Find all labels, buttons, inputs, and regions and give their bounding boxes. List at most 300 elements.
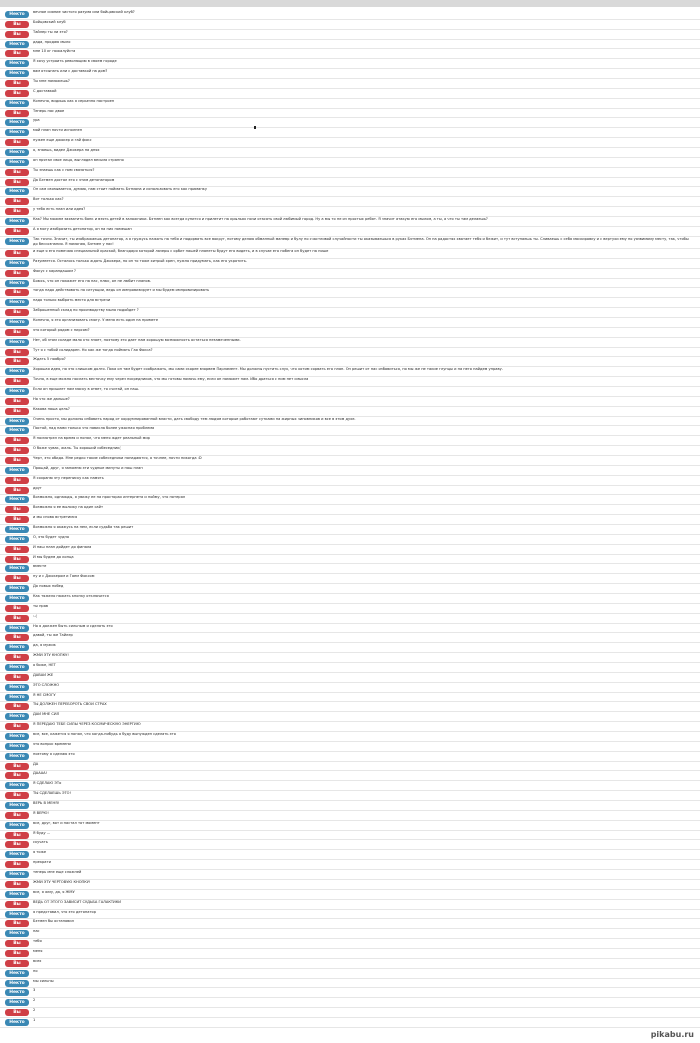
message-text: теперь мне еще сложней	[33, 870, 82, 875]
sender-badge-stranger: Некто	[5, 319, 29, 326]
message-row	[0, 732, 700, 742]
sender-badge-you: Вы	[5, 960, 29, 967]
message-text: прекрати	[33, 860, 51, 865]
message-row	[0, 564, 700, 574]
message-row	[0, 811, 700, 821]
message-text: и мы снова встретимся	[33, 515, 78, 520]
sender-badge-stranger: Некто	[5, 851, 29, 858]
message-row	[0, 831, 700, 841]
message-row	[0, 237, 700, 249]
message-row	[0, 40, 700, 50]
message-text: мне 10 кг пожалуйста	[33, 49, 76, 54]
message-text: А я могу изобразить детонатор, он на них помешан	[33, 226, 132, 231]
sender-badge-you: Вы	[5, 408, 29, 415]
message-row	[0, 227, 700, 237]
message-text: о боже, НЕТ	[33, 663, 56, 668]
message-text: это который рядом с пирсом?	[33, 327, 90, 332]
sender-badge-stranger: Некто	[5, 743, 29, 750]
message-text: О боже чувак, жаль. Ты хороший собеседник(	[33, 446, 121, 451]
sender-badge-stranger: Некто	[5, 149, 29, 156]
message-text: меня	[33, 948, 43, 953]
message-text: Ты мне поможешь?	[33, 79, 70, 84]
sender-badge-stranger: Некто	[5, 188, 29, 195]
sender-badge-you: Вы	[5, 772, 29, 779]
sender-badge-stranger: Некто	[5, 980, 29, 987]
sender-badge-you: Вы	[5, 516, 29, 523]
message-row	[0, 870, 700, 880]
message-text: Ты знаешь как с ним связаться?	[33, 167, 95, 172]
message-text: все, все, кажется я понял, что когда-нибудь я буду вынужден сделать это	[33, 732, 176, 737]
message-row	[0, 298, 700, 308]
message-text: все, я жму, да, я ЖМУ	[33, 889, 75, 894]
message-text: нас	[33, 929, 40, 934]
message-text: Точно, в еще можно послать весточку ему через посредников, что мы готовы помочь ему, если он поможет нам. Ибо драться с ним нет смысла	[33, 377, 309, 382]
message-text: Конечно, видишь как я серьезно настроен	[33, 98, 115, 103]
sender-badge-stranger: Некто	[5, 388, 29, 395]
message-text: Тайлер ты ли это?	[33, 29, 68, 34]
message-text: ВЕРЬ В МЕНЯ!	[33, 801, 60, 806]
message-row	[0, 742, 700, 752]
message-row	[0, 515, 700, 525]
message-row	[0, 59, 700, 69]
message-text: Я НЕ СМОГУ	[33, 692, 56, 697]
message-row	[0, 594, 700, 604]
message-row	[0, 633, 700, 643]
message-row	[0, 397, 700, 407]
message-text: 1	[33, 1017, 36, 1022]
sender-badge-stranger: Некто	[5, 891, 29, 898]
message-text: ДАЙ МНЕ СИЛ	[33, 712, 60, 717]
sender-badge-you: Вы	[5, 950, 29, 957]
message-row	[0, 840, 700, 850]
message-row	[0, 545, 700, 555]
sender-badge-stranger: Некто	[5, 989, 29, 996]
message-row	[0, 138, 700, 148]
message-row	[0, 288, 700, 298]
message-text: Я буду ...	[33, 830, 51, 835]
message-text: ВЕДЬ ОТ ЭТОГО ЗАВИСИТ СУДЬБА ГАЛАКТИКИ	[33, 899, 121, 904]
sender-badge-stranger: Некто	[5, 595, 29, 602]
message-text: ты прав	[33, 603, 49, 608]
message-text: Очень просто, мы должны избавить народ от коррумпированной власти, дать свободу тем людям которые работают сутками на жирных чиновников и все в этом духе.	[33, 416, 356, 421]
message-text: ТЫ ДОЛЖЕН ПЕРЕБОРОТЬ СВОЙ СТРАХ	[33, 702, 107, 707]
sender-badge-you: Вы	[5, 634, 29, 641]
message-row	[0, 505, 700, 515]
message-row	[0, 939, 700, 949]
message-text: 2	[33, 998, 36, 1003]
sender-badge-stranger: Некто	[5, 218, 29, 225]
sender-badge-stranger: Некто	[5, 565, 29, 572]
message-row	[0, 328, 700, 338]
sender-badge-stranger: Некто	[5, 625, 29, 632]
message-text: Я ВЕРЮ!	[33, 810, 49, 815]
message-row	[0, 348, 700, 358]
message-row	[0, 249, 700, 259]
message-text: Вот только как?	[33, 197, 64, 202]
message-text: всех	[33, 958, 42, 963]
sender-badge-stranger: Некто	[5, 467, 29, 474]
message-row	[0, 367, 700, 377]
sender-badge-you: Вы	[5, 139, 29, 146]
message-text: вечное сияние чистого разума или бойцовский клуб?	[33, 10, 135, 14]
message-text: 2	[33, 1008, 36, 1013]
message-row	[0, 781, 700, 791]
sender-badge-stranger: Некто	[5, 280, 29, 287]
message-row	[0, 197, 700, 207]
sender-badge-you: Вы	[5, 506, 29, 513]
sender-badge-you: Вы	[5, 398, 29, 405]
message-row	[0, 949, 700, 959]
sender-badge-you: Вы	[5, 250, 29, 257]
message-row	[0, 486, 700, 496]
message-row	[0, 158, 700, 168]
sender-badge-you: Вы	[5, 546, 29, 553]
sender-badge-you: Вы	[5, 50, 29, 57]
message-row	[0, 1008, 700, 1018]
message-row	[0, 574, 700, 584]
sender-badge-you: Вы	[5, 179, 29, 186]
message-row	[0, 259, 700, 269]
sender-badge-stranger: Некто	[5, 802, 29, 809]
message-text: но	[33, 968, 38, 973]
message-row	[0, 436, 700, 446]
message-text: До новых побед	[33, 584, 64, 589]
sender-badge-stranger: Некто	[5, 260, 29, 267]
sender-badge-stranger: Некто	[5, 970, 29, 977]
message-text: ДАВАЙ ЖЕ	[33, 672, 54, 677]
sender-badge-you: Вы	[5, 901, 29, 908]
sender-badge-stranger: Некто	[5, 129, 29, 136]
sender-badge-stranger: Некто	[5, 733, 29, 740]
message-text: Фокус с карандашом ?	[33, 268, 76, 273]
message-text: Бэтмен бы остановил	[33, 919, 74, 924]
message-text: нужен еще джокер и гай фокс	[33, 138, 92, 143]
message-row	[0, 752, 700, 762]
message-text: тогда надо действовать по ситуации, ведь он импровизирует и мы будем импровизировать	[33, 288, 210, 293]
chat-log	[0, 10, 700, 1028]
sender-badge-you: Вы	[5, 487, 29, 494]
sender-badge-you: Вы	[5, 763, 29, 770]
message-text: и еще я его помечаю специальной краской, благодаря которой лазеры с орбит нашей планеты будут его видеть, и в случае его побега он будет на нише	[33, 248, 329, 253]
message-row	[0, 456, 700, 466]
sender-badge-stranger: Некто	[5, 753, 29, 760]
message-text: ЭТО СЛОЖНО	[33, 682, 60, 687]
message-text: Я посмотрел на время и понял, что меня ждет реальный мир	[33, 436, 150, 441]
top-bar	[0, 0, 700, 7]
message-row	[0, 693, 700, 703]
sender-badge-stranger: Некто	[5, 70, 29, 77]
message-text: И мы будем до конца	[33, 554, 74, 559]
message-text: Если он пришлет нам маску в ответ, то считай, он наш.	[33, 386, 140, 391]
sender-badge-stranger: Некто	[5, 664, 29, 671]
message-text: тебя	[33, 939, 42, 944]
message-text: Возможно я ее выложу на один сайт	[33, 505, 104, 510]
message-text: скучать	[33, 840, 48, 845]
message-text: С доставкой	[33, 88, 57, 93]
message-row	[0, 308, 700, 318]
message-row	[0, 850, 700, 860]
message-text: Разумеется. Осталось только ждать Джокера, но он то тоже хитрый хрен, нужно придумать, как его укротить.	[33, 258, 247, 263]
message-row	[0, 663, 700, 673]
sender-badge-you: Вы	[5, 198, 29, 205]
sender-badge-stranger: Некто	[5, 368, 29, 375]
sender-badge-you: Вы	[5, 270, 29, 277]
sender-badge-stranger: Некто	[5, 339, 29, 346]
message-text: это вопрос времени	[33, 741, 71, 746]
message-text: о, знаешь, видел Джокера на днях	[33, 148, 100, 153]
sender-badge-stranger: Некто	[5, 782, 29, 789]
message-row	[0, 604, 700, 614]
message-row	[0, 525, 700, 535]
message-text: я тоже	[33, 850, 47, 855]
message-text: Тут я с тобой солидарен. Но как же тогда поймать Гая Фокса?	[33, 347, 153, 352]
message-row	[0, 109, 700, 119]
sender-badge-you: Вы	[5, 615, 29, 622]
message-row	[0, 653, 700, 663]
message-text: Прощай, друг, я запомню эти чудные минуты и наш план	[33, 465, 143, 470]
sender-badge-you: Вы	[5, 605, 29, 612]
sender-badge-stranger: Некто	[5, 11, 29, 18]
sender-badge-stranger: Некто	[5, 871, 29, 878]
sender-badge-you: Вы	[5, 841, 29, 848]
message-row	[0, 407, 700, 417]
message-row	[0, 555, 700, 565]
sender-badge-you: Вы	[5, 477, 29, 484]
message-row	[0, 929, 700, 939]
message-text: ну и с Джокером и Гаем Фоксом	[33, 574, 95, 579]
message-row	[0, 217, 700, 227]
sender-badge-you: Вы	[5, 920, 29, 927]
message-text: Возможно, однажды, я увижу ее на просторах интернета и пойму, что потерял	[33, 495, 186, 500]
sender-badge-you: Вы	[5, 289, 29, 296]
message-text: Возможно я окажусь на нем, если судьба так решит	[33, 524, 134, 529]
sender-badge-you: Вы	[5, 208, 29, 215]
message-row	[0, 446, 700, 456]
message-text: И наш план дойдет до финала	[33, 544, 92, 549]
sender-badge-you: Вы	[5, 447, 29, 454]
message-row	[0, 643, 700, 653]
message-row	[0, 79, 700, 89]
message-text: ура	[33, 118, 40, 123]
message-row	[0, 614, 700, 624]
message-row	[0, 30, 700, 40]
watermark: pikabu.ru	[650, 1030, 694, 1039]
message-row	[0, 357, 700, 367]
sender-badge-stranger: Некто	[5, 1019, 29, 1026]
message-text: Я ПЕРЕДАЮ ТЕБЕ СИЛЫ ЧЕРЕЗ КОСМИЧЕСКУЮ ЭНЕРГИЮ	[33, 722, 141, 727]
sender-badge-you: Вы	[5, 703, 29, 710]
message-row	[0, 20, 700, 30]
message-text: да, я мужик	[33, 643, 56, 648]
message-row	[0, 318, 700, 328]
message-row	[0, 762, 700, 772]
sender-badge-you: Вы	[5, 654, 29, 661]
message-text: Какова наша цель?	[33, 406, 70, 411]
message-text: мы сильны	[33, 978, 54, 983]
message-row	[0, 178, 700, 188]
message-row	[0, 269, 700, 279]
sender-badge-you: Вы	[5, 861, 29, 868]
message-row	[0, 417, 700, 427]
message-row	[0, 683, 700, 693]
message-row	[0, 702, 700, 712]
text-cursor	[254, 126, 256, 129]
message-row	[0, 722, 700, 732]
message-row	[0, 900, 700, 910]
sender-badge-stranger: Некто	[5, 427, 29, 434]
message-row	[0, 712, 700, 722]
message-text: Но что же дальше?	[33, 396, 70, 401]
message-text: вместе	[33, 564, 47, 569]
message-row	[0, 168, 700, 178]
message-row	[0, 919, 700, 929]
message-text: ЖМИ ЭТУ КНОПКУ!	[33, 653, 69, 658]
sender-badge-stranger: Некто	[5, 418, 29, 425]
message-text: Хорошая идея, но это слишком долго. Пока он там будет соображать, мы сами скорее взорвем Парламент. Мы должны пустить слух, что хотим сорвать его план. Он решит от нас избавиться, но мы же не такие глупцы и на него найдем управу.	[33, 367, 503, 372]
sender-badge-you: Вы	[5, 169, 29, 176]
message-row	[0, 338, 700, 348]
sender-badge-you: Вы	[5, 940, 29, 947]
message-row	[0, 187, 700, 197]
sender-badge-stranger: Некто	[5, 911, 29, 918]
message-text: мой план почти исполнен	[33, 128, 83, 133]
sender-badge-stranger: Некто	[5, 585, 29, 592]
message-row	[0, 89, 700, 99]
message-text: ДА	[33, 761, 39, 766]
message-row	[0, 207, 700, 217]
sender-badge-you: Вы	[5, 329, 29, 336]
message-text: Заброшенный склад по производству мыла подойдет ?	[33, 308, 139, 313]
message-text: вам отсыпать или с доставкой на дом?	[33, 69, 108, 74]
message-row	[0, 910, 700, 920]
message-row	[0, 535, 700, 545]
message-text: Конечно, я это организовать смогу. У меня есть один на примете	[33, 317, 159, 322]
message-row	[0, 860, 700, 870]
sender-badge-stranger: Некто	[5, 119, 29, 126]
message-row	[0, 49, 700, 59]
message-row	[0, 128, 700, 138]
message-row	[0, 1018, 700, 1028]
sender-badge-you: Вы	[5, 556, 29, 563]
sender-badge-you: Вы	[5, 349, 29, 356]
message-text: Но я должен быть сильным и сделать это	[33, 623, 113, 628]
message-text: ДАААА!	[33, 771, 48, 776]
message-text: Ждать 5 ноября?	[33, 357, 66, 362]
message-text: друг	[33, 485, 42, 490]
message-text: О, это будет чудно	[33, 534, 70, 539]
sender-badge-stranger: Некто	[5, 60, 29, 67]
message-row	[0, 998, 700, 1008]
message-row	[0, 476, 700, 486]
message-text: давай, ты же Тайлер	[33, 633, 73, 638]
message-text: :-(	[33, 613, 37, 618]
message-row	[0, 624, 700, 634]
message-row	[0, 890, 700, 900]
message-row	[0, 771, 700, 781]
message-text: Я хочу устроить революцию в своем городе	[33, 59, 117, 64]
sender-badge-stranger: Некто	[5, 299, 29, 306]
message-text: Я СДЕЛАЮ ЭТо	[33, 781, 62, 786]
message-row	[0, 969, 700, 979]
message-row	[0, 426, 700, 436]
sender-badge-stranger: Некто	[5, 41, 29, 48]
sender-badge-you: Вы	[5, 110, 29, 117]
sender-badge-stranger: Некто	[5, 159, 29, 166]
sender-badge-stranger: Некто	[5, 238, 29, 245]
message-text: дада, продаю мыло	[33, 39, 71, 44]
message-text: Нет, об этом складе мало кто знает, поэтому это дает нам хорошую возможность остаться незамеченными.	[33, 337, 241, 342]
message-text: ТЫ СДЕЛАЕШЬ ЭТО!	[33, 791, 71, 796]
sender-badge-you: Вы	[5, 21, 29, 28]
sender-badge-stranger: Некто	[5, 822, 29, 829]
sender-badge-you: Вы	[5, 1009, 29, 1016]
message-row	[0, 821, 700, 831]
message-text: Так точно. Значит, ты изображаешь детонатор, а я гружусь нажать на тебя и подорвать все вокруг, потому делаю обманный маневр и булу по счастливой случайности ты оказываешься в руках Бэтмена. Он на радостях хватает тебя и бежит, и тут вступаешь ты. Сливаешь с себя маскировку и с вертухи ему по уязвимому месту, так, чтобы до бессознания. Я помогаю, Бэтмен у нас!	[33, 236, 689, 247]
sender-badge-you: Вы	[5, 378, 29, 385]
message-text: Он сам связывается, думаю, нам стоит поймать Бэтмана и использовать его как приманку	[33, 187, 207, 192]
sender-badge-you: Вы	[5, 674, 29, 681]
sender-badge-you: Вы	[5, 881, 29, 888]
message-text: ЖМИ ЭТУ ЧЕРТОВУЮ КНОПКУ!	[33, 879, 91, 884]
sender-badge-you: Вы	[5, 437, 29, 444]
sender-badge-you: Вы	[5, 228, 29, 235]
message-text: Как? Мы можем захватить банк и взять детей в заложники. Бэтмен как всегда купится и прилетит на крыльях ночи отасать свой любимый город. Ну а мы то не из простых ребят. Я значит атакую его мылом, а ты, а что ты там делаешь?	[33, 217, 488, 222]
message-text: Я сохраню эту переписку как память	[33, 475, 104, 480]
message-text: надо только выбрать место для встречи	[33, 298, 111, 303]
sender-badge-you: Вы	[5, 575, 29, 582]
message-row	[0, 673, 700, 683]
sender-badge-you: Вы	[5, 358, 29, 365]
sender-badge-you: Вы	[5, 832, 29, 839]
message-text: все, друг, вот и настал тот момент	[33, 820, 100, 825]
sender-badge-you: Вы	[5, 80, 29, 87]
message-text: у тебя есть план или идея?	[33, 207, 86, 212]
message-text: Черт, это обида. Мне редко такие собеседники попадаются, а точнее, почти никогда :D	[33, 455, 202, 460]
message-text: Постой, над нами только что нависла более ужасная проблема	[33, 426, 155, 431]
message-row	[0, 801, 700, 811]
message-row	[0, 279, 700, 289]
message-row	[0, 148, 700, 158]
sender-badge-stranger: Некто	[5, 684, 29, 691]
message-text: Да Бэтмен достал его с этим детонатором	[33, 177, 115, 182]
message-row	[0, 959, 700, 969]
message-text: Как тяжело нажать кнопку отключится	[33, 594, 109, 598]
sender-badge-you: Вы	[5, 457, 29, 464]
sender-badge-stranger: Некто	[5, 100, 29, 107]
message-text: я представил, что это детонатор	[33, 909, 97, 914]
sender-badge-stranger: Некто	[5, 496, 29, 503]
sender-badge-stranger: Некто	[5, 644, 29, 651]
message-row	[0, 466, 700, 476]
message-text: поэтому я сделаю это	[33, 751, 75, 756]
message-row	[0, 988, 700, 998]
message-text: Теперь нас двое	[33, 108, 65, 113]
sender-badge-you: Вы	[5, 309, 29, 316]
sender-badge-stranger: Некто	[5, 526, 29, 533]
message-row	[0, 69, 700, 79]
sender-badge-stranger: Некто	[5, 536, 29, 543]
sender-badge-you: Вы	[5, 723, 29, 730]
message-row	[0, 495, 700, 505]
sender-badge-stranger: Некто	[5, 694, 29, 701]
message-row	[0, 99, 700, 109]
sender-badge-you: Вы	[5, 90, 29, 97]
message-row	[0, 118, 700, 128]
sender-badge-stranger: Некто	[5, 999, 29, 1006]
message-text: он прятал свое лицо, выглядел весьма странно	[33, 157, 124, 162]
message-row	[0, 377, 700, 387]
message-row	[0, 387, 700, 397]
